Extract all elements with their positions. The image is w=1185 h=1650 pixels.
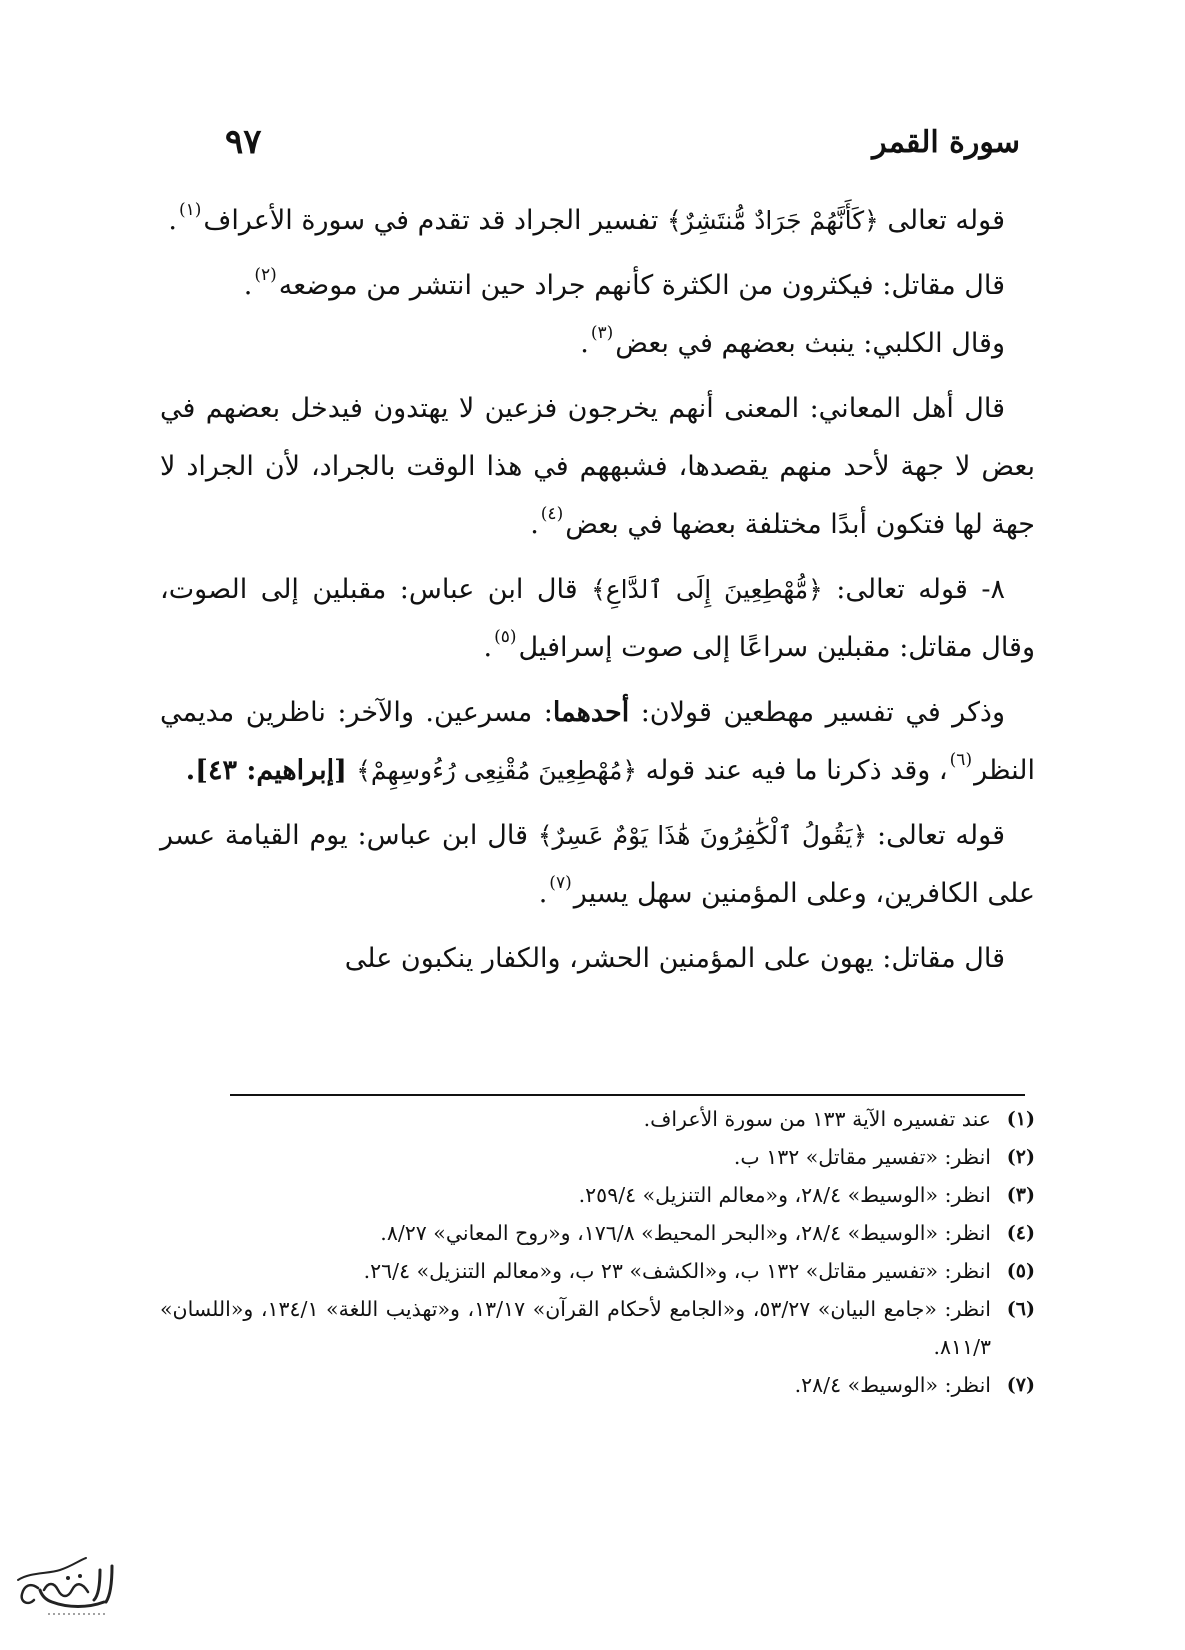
footnote-item: (٦) انظر: «جامع البيان» ٥٣/٢٧، و«الجامع لأحكام القرآن» ١٣/١٧، و«تهذيب اللغة» ١٣٤/١، و«اللسان» ٨١١/٣. bbox=[160, 1297, 1035, 1359]
footnote-ref: (٣) bbox=[590, 323, 614, 343]
footnote-item: (٥) انظر: «تفسير مقاتل» ١٣٢ ب، و«الكشف» ٢٣ ب، و«معالم التنزيل» ٢٦/٤. bbox=[363, 1259, 1035, 1283]
page-number: ٩٧ bbox=[225, 122, 262, 162]
paragraph-3: وقال الكلبي: ينبث بعضهم في بعض$^{(٣)}$. bbox=[580, 323, 1005, 359]
paragraph-5: ٨- قوله تعالى: ﴿مُّهْطِعِينَ إِلَى ٱلدَّاعِ﴾ قال ابن عباس: مقبلين إلى الصوت، وقال مقاتل: مقبلين سراعًا إلى صوت إسرافيل$^{(٥)}$. bbox=[160, 574, 1035, 663]
paragraph-6: وذكر في تفسير مهطعين قولان: أحدهما: مسرعين. والآخر: ناظرين مديمي النظر$^{(٦)}$، وقد ذكرنا ما فيه عند قوله ﴿مُهْطِعِينَ مُقْنِعِى رُءُوسِهِمْ﴾ [إبراهيم: ٤٣]. bbox=[160, 697, 1035, 786]
footnote-divider bbox=[230, 1094, 1025, 1096]
footnote-ref: (١) bbox=[178, 200, 202, 220]
footnote-ref: (٤) bbox=[540, 504, 564, 524]
footnote-ref: (٧) bbox=[549, 873, 572, 893]
surah-title: سورة القمر bbox=[872, 124, 1020, 160]
footnote-item: (٢) انظر: «تفسير مقاتل» ١٣٢ ب. bbox=[733, 1145, 1035, 1169]
main-text bbox=[160, 192, 1035, 988]
paragraph-2: قال مقاتل: فيكثرون من الكثرة كأنهم جراد حين انتشر من موضعه$^{(٢)}$. bbox=[243, 265, 1005, 301]
footnote-ref: (٥) bbox=[494, 627, 517, 647]
footnote-item: (١) عند تفسيره الآية ١٣٣ من سورة الأعراف. bbox=[643, 1107, 1035, 1131]
page-header bbox=[225, 122, 1020, 162]
quran-verse: ﴿مُهْطِعِينَ مُقْنِعِى رُءُوسِهِمْ﴾ bbox=[356, 756, 638, 785]
calligraphy-logo-icon bbox=[8, 1552, 120, 1622]
quran-verse: ﴿كَأَنَّهُمْ جَرَادٌ مُّنتَشِرٌ﴾ bbox=[667, 206, 879, 235]
paragraph-8: قال مقاتل: يهون على المؤمنين الحشر، والكفار ينكبون على bbox=[344, 943, 1005, 974]
quran-verse: ﴿مُّهْطِعِينَ إِلَى ٱلدَّاعِ﴾ bbox=[591, 575, 823, 604]
footnote-ref: (٦) bbox=[949, 750, 973, 770]
surah-reference: [إبراهيم: ٤٣]. bbox=[185, 755, 357, 786]
paragraph-1: قوله تعالى ﴿كَأَنَّهُمْ جَرَادٌ مُّنتَشِرٌ﴾ تفسير الجراد قد تقدم في سورة الأعراف$^{(١)}$. bbox=[168, 200, 1005, 236]
paragraph-7: قوله تعالى: ﴿يَقُولُ ٱلْكَٰفِرُونَ هَٰذَا يَوْمٌ عَسِرٌ﴾ قال ابن عباس: يوم القيامة عسر على الكافرين، وعلى المؤمنين سهل يسير$^{(٧)}$. bbox=[160, 820, 1035, 909]
footnote-item: (٧) انظر: «الوسيط» ٢٨/٤. bbox=[794, 1373, 1035, 1397]
quran-verse: ﴿يَقُولُ ٱلْكَٰفِرُونَ هَٰذَا يَوْمٌ عَسِرٌ﴾ bbox=[537, 821, 868, 850]
footnotes bbox=[160, 1100, 1035, 1404]
footnote-item: (٤) انظر: «الوسيط» ٢٨/٤، و«البحر المحيط» ١٧٦/٨، و«روح المعاني» ٨/٢٧. bbox=[380, 1221, 1035, 1245]
footnote-ref: (٢) bbox=[254, 265, 277, 285]
footnote-item: (٣) انظر: «الوسيط» ٢٨/٤، و«معالم التنزيل» ٢٥٩/٤. bbox=[578, 1183, 1035, 1207]
paragraph-4: قال أهل المعاني: المعنى أنهم يخرجون فزعين لا يهتدون فيدخل بعضهم في بعض لا جهة لأحد منهم يقصدها، فشبههم في هذا الوقت بالجراد، لأن الجراد لا جهة لها فتكون أبدًا مختلفة بعضها في بعض$^{(٤)}$. bbox=[160, 393, 1035, 540]
